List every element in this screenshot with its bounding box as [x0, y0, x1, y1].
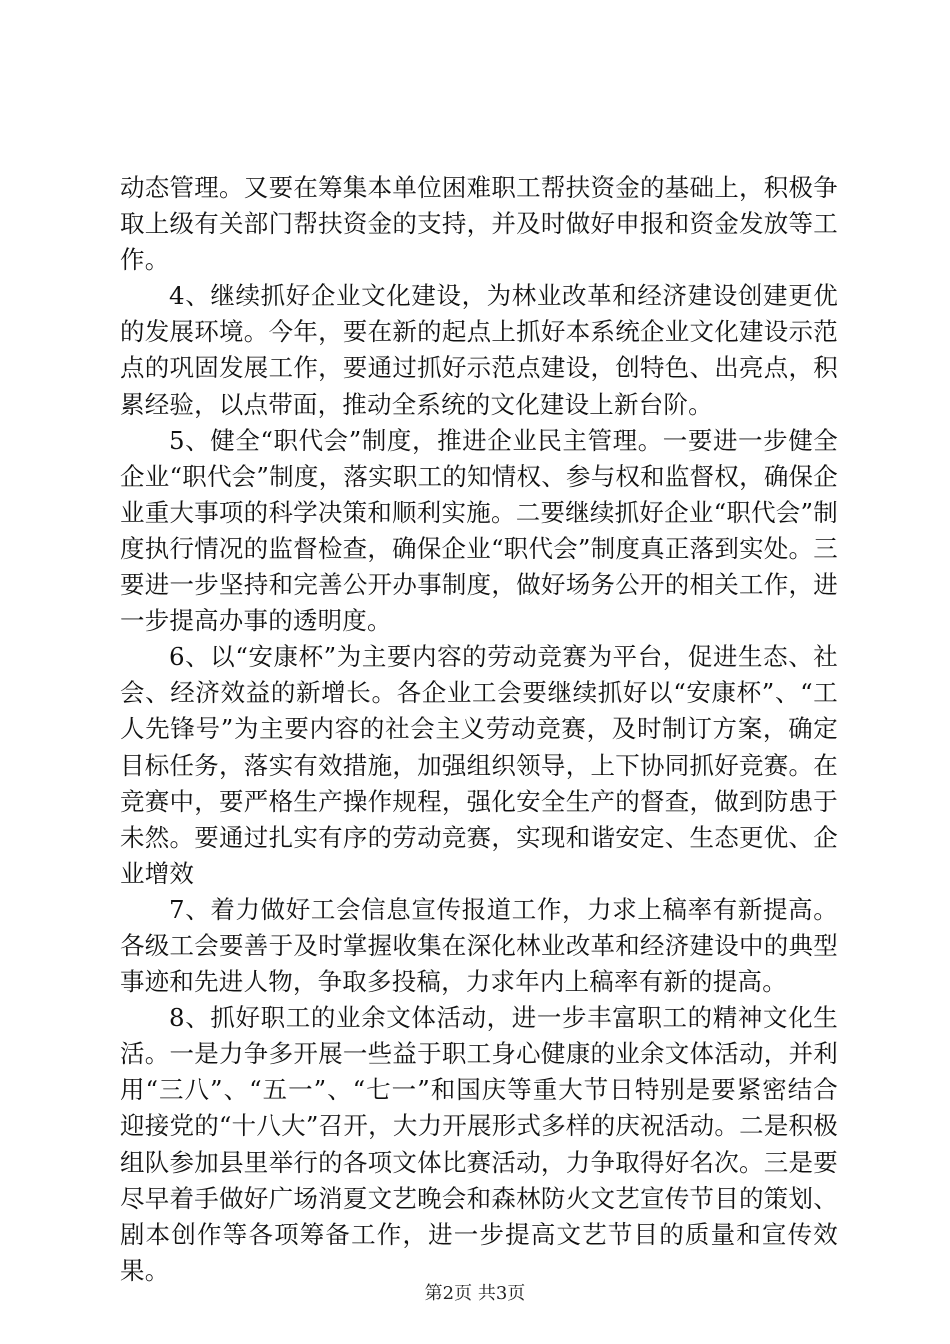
paragraph-continuation: 动态管理。又要在筹集本单位困难职工帮扶资金的基础上，积极争取上级有关部门帮扶资金的支持，并及时做好申报和资金发放等工作。: [120, 173, 838, 275]
paragraph-item-4: 4、继续抓好企业文化建设，为林业改革和经济建设创建更优的发展环境。今年，要在新的起点上抓好本系统企业文化建设示范点的巩固发展工作，要通过抓好示范点建设，创特色、出亮点，积累经验，以点带面，推动全系统的文化建设上新台阶。: [120, 281, 838, 419]
paragraph-item-8: 8、抓好职工的业余文体活动，进一步丰富职工的精神文化生活。一是力争多开展一些益于职工身心健康的业余文体活动，并利用“三八”、“五一”、“七一”和国庆等重大节日特别是要紧密结合迎接党的“十八大”召开，大力开展形式多样的庆祝活动。二是积极组队参加县里举行的各项文体比赛活动，力争取得好名次。三是要尽早着手做好广场消夏文艺晚会和森林防火文艺宣传节目的策划、剧本创作等各项筹备工作，进一步提高文艺节目的质量和宣传效果。: [120, 1003, 838, 1285]
paragraph-item-6: 6、以“安康杯”为主要内容的劳动竞赛为平台，促进生态、社会、经济效益的新增长。各企业工会要继续抓好以“安康杯”、“工人先锋号”为主要内容的社会主义劳动竞赛，及时制订方案，确定目标任务，落实有效措施，加强组织领导，上下协同抓好竞赛。在竞赛中，要严格生产操作规程，强化安全生产的督查，做到防患于未然。要通过扎实有序的劳动竞赛，实现和谐安定、生态更优、企业增效: [120, 642, 838, 888]
paragraph-item-5: 5、健全“职代会”制度，推进企业民主管理。一要进一步健全企业“职代会”制度，落实职工的知情权、参与权和监督权，确保企业重大事项的科学决策和顺利实施。二要继续抓好企业“职代会”制度执行情况的监督检查，确保企业“职代会”制度真正落到实处。三要进一步坚持和完善公开办事制度，做好场务公开的相关工作，进一步提高办事的透明度。: [120, 425, 838, 636]
page-footer: 第2页 共3页: [424, 1283, 526, 1304]
paragraph-item-7: 7、着力做好工会信息宣传报道工作，力求上稿率有新提高。各级工会要善于及时掌握收集在深化林业改革和经济建设中的典型事迹和先进人物，争取多投稿，力求年内上稿率有新的提高。: [120, 894, 838, 997]
document-body: [120, 170, 838, 1289]
